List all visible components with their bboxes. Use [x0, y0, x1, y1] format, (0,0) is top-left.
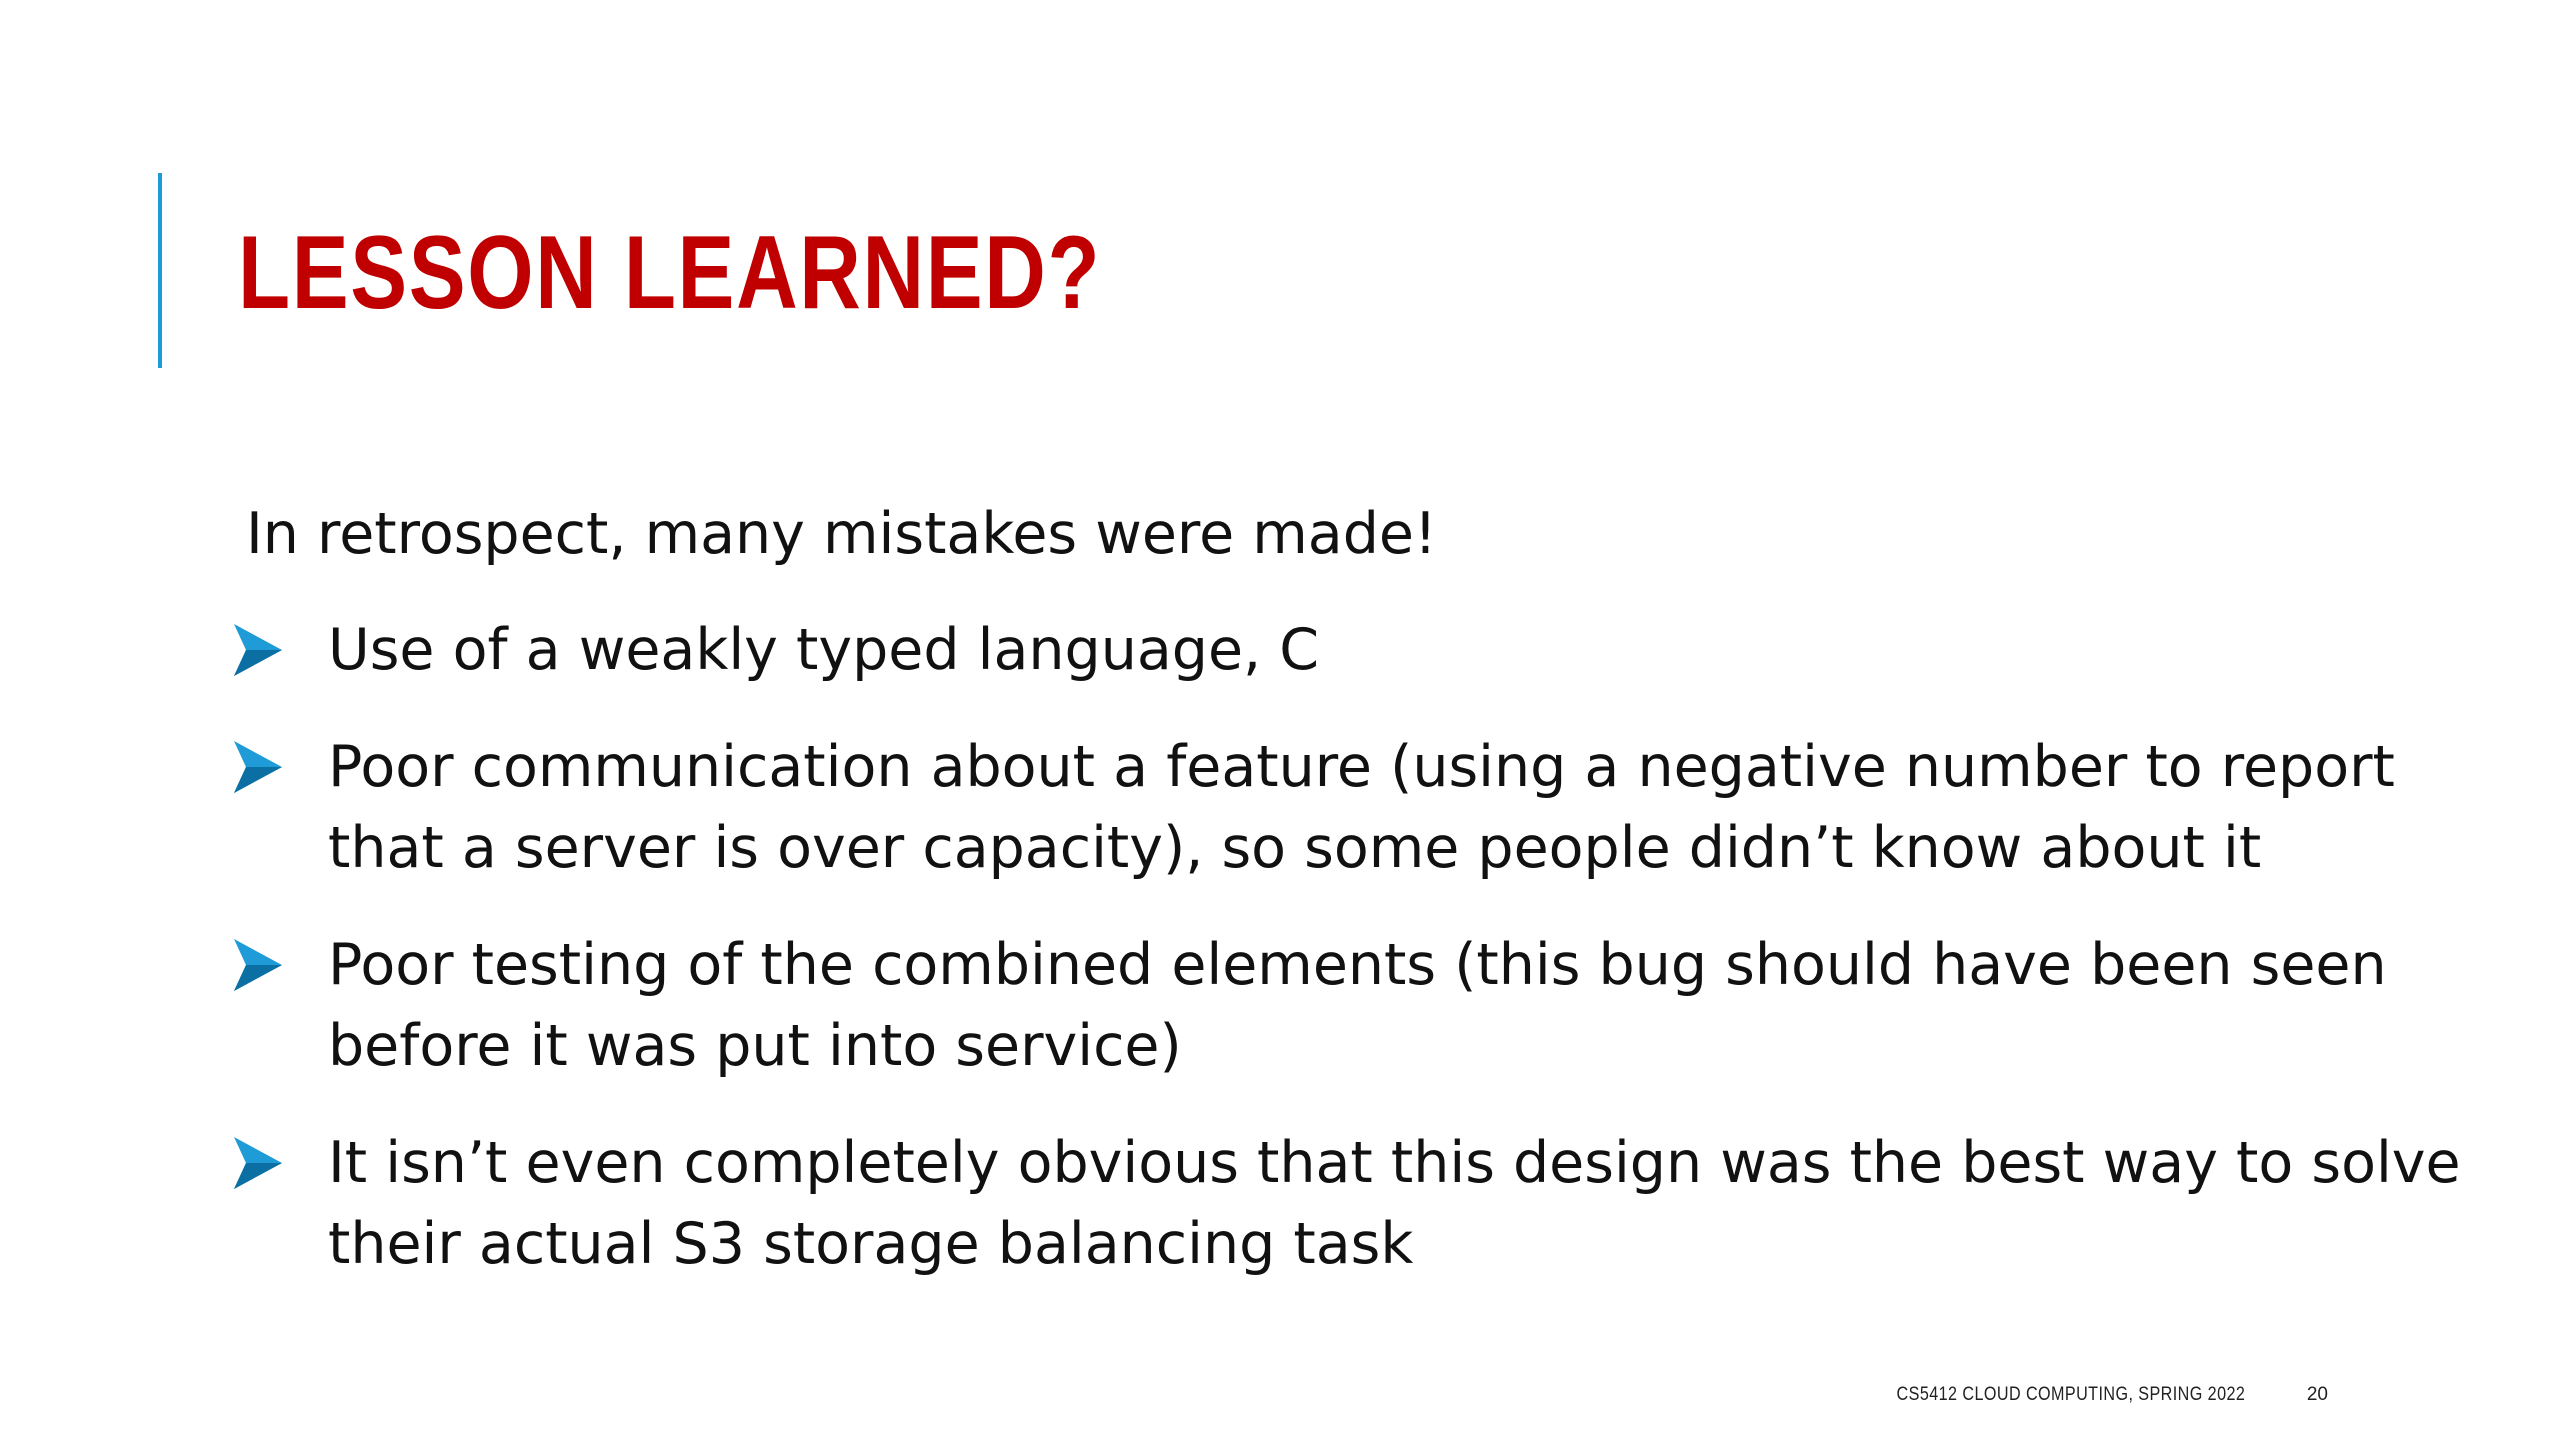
- arrowhead-bullet-icon: [232, 622, 284, 678]
- arrowhead-bullet-icon: [232, 739, 284, 795]
- footer-course: CS5412 CLOUD COMPUTING, SPRING 2022: [1896, 1384, 2245, 1405]
- list-item: [232, 610, 2492, 691]
- bullet-text: Poor testing of the combined elements (this bug should have been seen before it was put into service): [328, 932, 2387, 1079]
- arrowhead-bullet-icon: [232, 937, 284, 993]
- list-item: [232, 925, 2492, 1087]
- bullet-list: [232, 610, 2492, 1321]
- arrowhead-bullet-icon: [232, 1135, 284, 1191]
- list-item: [232, 1123, 2492, 1285]
- intro-text: In retrospect, many mistakes were made!: [246, 501, 1437, 567]
- slide-title: LESSON LEARNED?: [238, 215, 1102, 331]
- page-number: 20: [2306, 1384, 2328, 1405]
- bullet-text: It isn’t even completely obvious that this design was the best way to solve their actual S3 storage balancing task: [328, 1130, 2461, 1277]
- bullet-text: Poor communication about a feature (using a negative number to report that a server is over capacity), so some people didn’t know about it: [328, 734, 2395, 881]
- slide-footer: [1835, 1384, 2328, 1406]
- list-item: [232, 727, 2492, 889]
- bullet-text: Use of a weakly typed language, C: [328, 617, 1320, 683]
- title-accent-bar: [158, 173, 162, 368]
